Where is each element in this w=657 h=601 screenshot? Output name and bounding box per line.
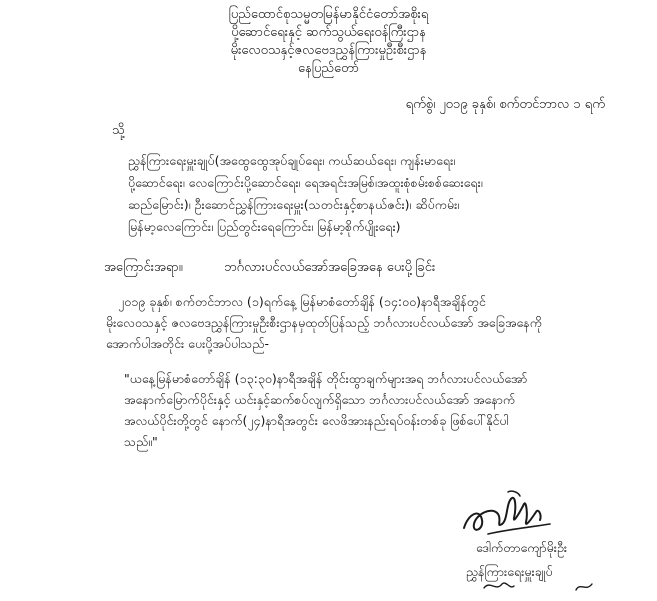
signer-title: ညွှန်ကြားရေးမှူးချုပ် <box>466 564 553 579</box>
body-line: မိုးလေဝသနှင့် ဇလဗေဒညွှန်ကြားမှုဦးစီးဌာနမှထုတ်ပြန်သည့် ဘင်္ဂလားပင်လယ်အော် အခြေအနေကို <box>106 315 542 330</box>
handwritten-initials <box>480 574 600 596</box>
signature-block <box>440 484 620 599</box>
quote-line: သည်။" <box>124 434 158 449</box>
handwritten-signature <box>458 484 558 542</box>
letterhead-government: ပြည်ထောင်စုသမ္မတမြန်မာနိုင်ငံတော်အစိုးရ <box>228 7 429 22</box>
recipient-line: ဆည်မြောင်း)၊ ဦးဆောင်ညွှန်ကြားရေးမှူး(သတင်းနှင့်စာနယ်ဇင်း)၊ ဆိပ်ကမ်း၊ <box>128 197 460 212</box>
recipient-line: ပို့ဆောင်ရေး၊ လေကြောင်းပို့ဆောင်ရေး၊ ရေအရင်းအမြစ်၊အထူးစုံစမ်းစစ်ဆေးရေး၊ <box>128 175 483 190</box>
recipient-line: ညွှန်ကြားရေးမှူးချုပ်(အထွေထွေအုပ်ချုပ်ရေး၊ ကယ်ဆယ်ရေး၊ ကျန်းမာရေး၊ <box>128 153 456 168</box>
body-paragraph <box>106 291 626 354</box>
letterhead-department: မိုးလေဝသနှင့်ဇလဗေဒညွှန်ကြားမှုဦးစီးဌာန <box>230 43 427 58</box>
signer-name: ဒေါက်တာကျော်မိုးဦး <box>476 540 568 555</box>
subject-label: အကြောင်းအရာ။ <box>104 260 183 275</box>
letterhead <box>0 6 657 78</box>
letterhead-city: နေပြည်တော် <box>297 61 359 76</box>
body-line: အောက်ပါအတိုင်း ပေးပို့အပ်ပါသည်- <box>106 336 269 351</box>
recipient-line: မြန်မာ့လေကြောင်း၊ ပြည်တွင်းရေကြောင်း၊ မြန်မာ့စိုက်ပျိုးရေး) <box>128 219 401 234</box>
to-label: သို့ <box>112 123 125 138</box>
subject-text: ဘင်္ဂလားပင်လယ်အော်အခြေအနေ ပေးပို့ခြင်း <box>224 260 436 275</box>
letterhead-ministry: ပို့ဆောင်ရေးနှင့် ဆက်သွယ်ရေးဝန်ကြီးဌာန <box>231 25 426 40</box>
letter-date: ရက်စွဲ၊ ၂၀၁၉ ခုနှစ်၊ စက်တင်ဘာလ ၁ ရက် <box>405 97 605 112</box>
recipient-list <box>128 150 628 238</box>
quoted-forecast <box>124 368 634 452</box>
quote-line: အလယ်ပိုင်းတို့တွင် နောက်(၂၄)နာရီအတွင်း လေဖိအားနည်းရပ်ဝန်းတစ်ခု ဖြစ်ပေါ်နိုင်ပါ <box>124 413 509 428</box>
subject-row <box>104 259 435 278</box>
body-line: ၂၀၁၉ ခုနှစ်၊ စက်တင်ဘာလ (၁)ရက်နေ့ မြန်မာစံတော်ချိန် (၁၄:၀၀)နာရီအချိန်တွင် <box>118 294 486 309</box>
quote-line: အနောက်မြောက်ပိုင်းနှင့် ယင်းနှင့်ဆက်စပ်လျက်ရှိသော ဘင်္ဂလားပင်လယ်အော် အနောက် <box>124 392 516 407</box>
quote-line: "ယနေ့မြန်မာစံတော်ချိန် (၁၃:၃၀)နာရီအချိန် တိုင်းထွာချက်များအရ ဘင်္ဂလားပင်လယ်အော် <box>124 371 528 386</box>
